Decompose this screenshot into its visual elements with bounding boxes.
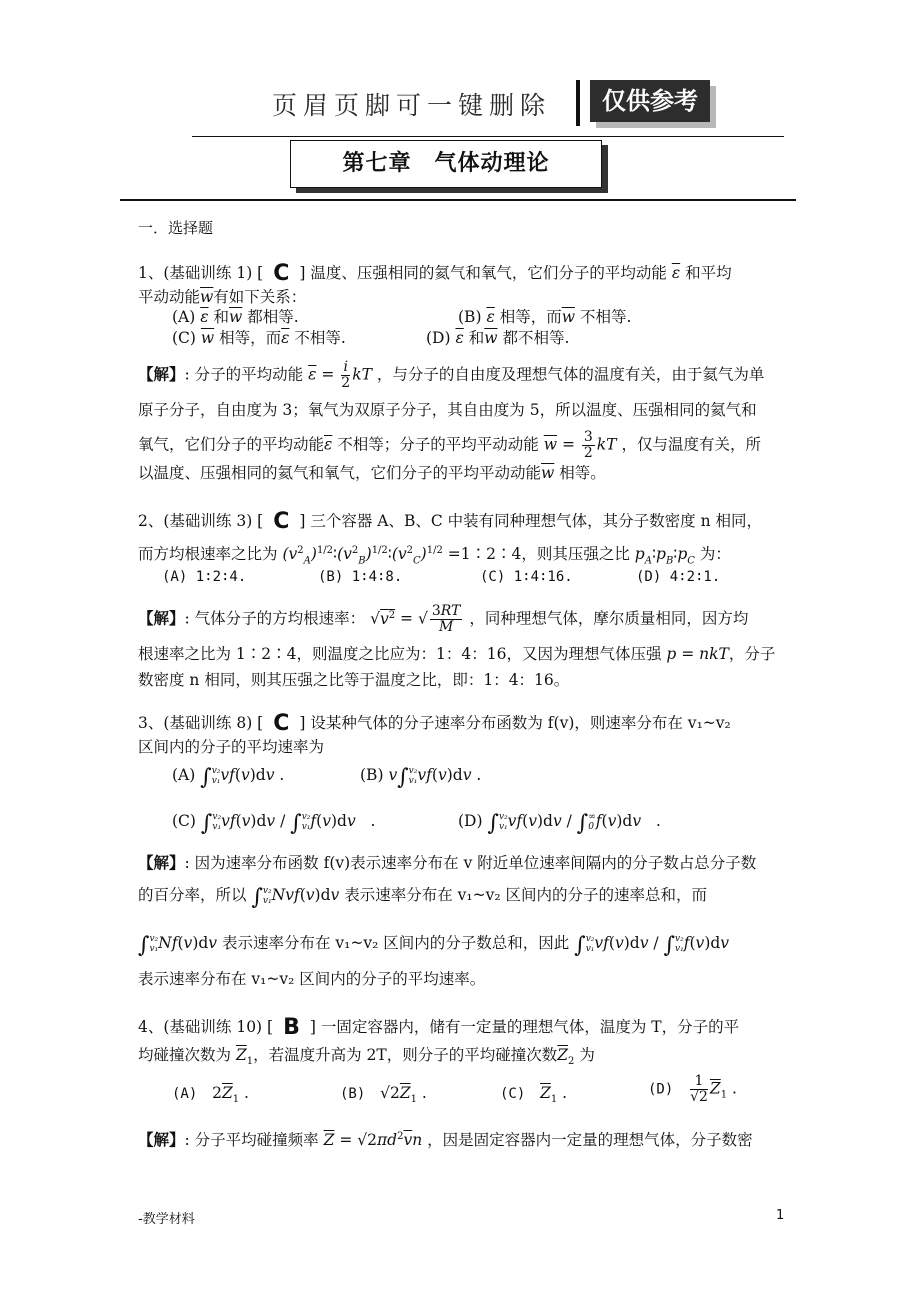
q4-option-b: (B) $√2\overline{Z}_1$ . — [340, 1084, 427, 1106]
q2-stem-line2: 而方均根速率之比为 $(v^2_A)^{1/2}∶(v^2_B)^{1/2}∶(v^2_C)^{1/2}$ =1∶2∶4，则其压强之比 $p_A∶p_B∶p_C$ 为： — [138, 545, 731, 567]
q2-option-d: (D) 4∶2∶1. — [636, 569, 721, 585]
q3-answer: C — [273, 711, 290, 736]
q1-solution-line3: 氧气，它们分子的平均动能$\overline{\varepsilon}$ 不相等；分子的平均平动动能 $\overline{w}$ = $\frac{3}{2}$ kT ，仅与温度有关，所 — [138, 429, 761, 461]
q3-option-c: (C) ∫ v₂ v₁ vf(v)dv / ∫ v₂ v₁ f(v)dv . — [172, 811, 376, 836]
q4-option-c: (C) $\overline{Z}_1$ . — [500, 1084, 568, 1106]
q1-stem-line1: 1、(基础训练 1) [ C ] 温度、压强相同的氦气和氧气，它们分子的平均动能 $\overline{\varepsilon}$ 和平均 — [138, 261, 732, 286]
q3-solution-line3: ∫ v₂ v₁ Nf(v)dv 表示速率分布在 v₁~v₂ 区间内的分子数总和，因此 ∫ v₂ v₁ vf(v)dv / ∫ v₂ v₁ f(v)dv — [138, 933, 730, 958]
q2-solution-line3: 数密度 n 相同，则其压强之比等于温度之比，即：1：4：16。 — [138, 671, 570, 689]
q2-option-b: (B) 1∶4∶8. — [318, 569, 403, 585]
page-number: 1 — [776, 1208, 785, 1223]
q3-option-b: (B) v∫ v₂ v₁ vf(v)dv . — [360, 765, 482, 790]
q4-solution-line1: 【解】: 分子平均碰撞频率 $\overline{Z} = √2\pi d^2\overline{v}n$ ，因是固定容器内一定量的理想气体，分子数密 — [138, 1130, 753, 1150]
q4-option-d: (D) $\frac{1}{√2}$ $\overline{Z}_1$ . — [648, 1073, 737, 1105]
q3-option-a: (A) ∫ v₂ v₁ vf(v)dv . — [172, 765, 285, 790]
q1-stem-line2: 平动动能$\overline{w}$有如下关系： — [138, 288, 307, 306]
q1-solution-line1: 【解】: 分子的平均动能 $\overline{\varepsilon}$ = $\frac{i}{2}$ kT ，与分子的自由度及理想气体的温度有关，由于氦气为单 — [138, 359, 765, 391]
section-heading: 一．选择题 — [138, 219, 214, 237]
q1-answer: C — [273, 261, 290, 286]
watermark-divider — [576, 80, 580, 126]
q3-option-d: (D) ∫ v₂ v₁ vf(v)dv / ∫ ∞ 0 f(v)dv . — [458, 811, 661, 836]
q3-solution-line4: 表示速率分布在 v₁~v₂ 区间内的分子的平均速率。 — [138, 970, 486, 988]
q4-stem-line2: 均碰撞次数为 $\overline{Z}_1$，若温度升高为 2T，则分子的平均碰撞次数$\overline{Z}_2$ 为 — [138, 1046, 595, 1068]
q2-answer: C — [273, 509, 290, 534]
reference-only-badge: 仅供参考 — [590, 80, 710, 122]
q1-option-c: (C) $\overline{w}$ 相等，而$\overline{\varepsilon}$ 不相等. — [172, 329, 346, 347]
q4-stem-line1: 4、(基础训练 10) [ B ] 一固定容器内，储有一定量的理想气体，温度为 T，分子的平 — [138, 1015, 740, 1040]
watermark-text: 页眉页脚可一键删除 — [272, 91, 552, 120]
q1-option-d: (D) $\overline{\varepsilon}$ 和$\overline{w}$ 都不相等. — [426, 329, 570, 347]
q1-option-b: (B) $\overline{\varepsilon}$ 相等，而$\overline{w}$ 不相等. — [458, 308, 632, 326]
title-rule — [120, 199, 796, 201]
q3-solution-line2: 的百分率，所以 ∫ v₂ v₁ Nvf(v)dv 表示速率分布在 v₁~v₂ 区间内的分子的速率总和，而 — [138, 885, 707, 910]
q1-solution-line4: 以温度、压强相同的氦气和氧气，它们分子的平均平动动能$\overline{w}$ 相等。 — [138, 464, 606, 482]
q4-answer: B — [283, 1015, 300, 1040]
q2-solution-line2: 根速率之比为 1∶2∶4，则温度之比应为：1：4：16，又因为理想气体压强 p = nkT，分子 — [138, 645, 776, 663]
q3-stem-line1: 3、(基础训练 8) [ C ] 设某种气体的分子速率分布函数为 f(v)，则速率分布在 v₁~v₂ — [138, 711, 731, 736]
footer-label: -教学材料 — [138, 1212, 195, 1227]
q3-stem-line2: 区间内的分子的平均速率为 — [138, 738, 325, 756]
q3-solution-line1: 【解】: 因为速率分布函数 f(v)表示速率分布在 v 附近单位速率间隔内的分子数占总分子数 — [138, 853, 757, 872]
q2-solution-line1: 【解】: 气体分子的方均根速率： $√v^2$ = √ $\frac{3RT}{M}$ ，同种理想气体，摩尔质量相同，因方均 — [138, 603, 749, 635]
q4-option-a: (A) $2\overline{Z}_1$ . — [172, 1084, 249, 1106]
q1-solution-line2: 原子分子，自由度为 3；氧气为双原子分子，其自由度为 5，所以温度、压强相同的氦气和 — [138, 401, 757, 419]
header-rule — [192, 136, 784, 137]
q2-option-c: (C) 1∶4∶16. — [480, 569, 573, 585]
q2-stem-line1: 2、(基础训练 3) [ C ] 三个容器 A、B、C 中装有同种理想气体，其分子数密度 n 相同， — [138, 509, 763, 534]
q1-option-a: (A) $\overline{\varepsilon}$ 和$\overline{w}$ 都相等. — [172, 308, 299, 326]
q2-option-a: (A) 1∶2∶4. — [162, 569, 247, 585]
chapter-title: 第七章 气体动理论 — [290, 140, 602, 188]
